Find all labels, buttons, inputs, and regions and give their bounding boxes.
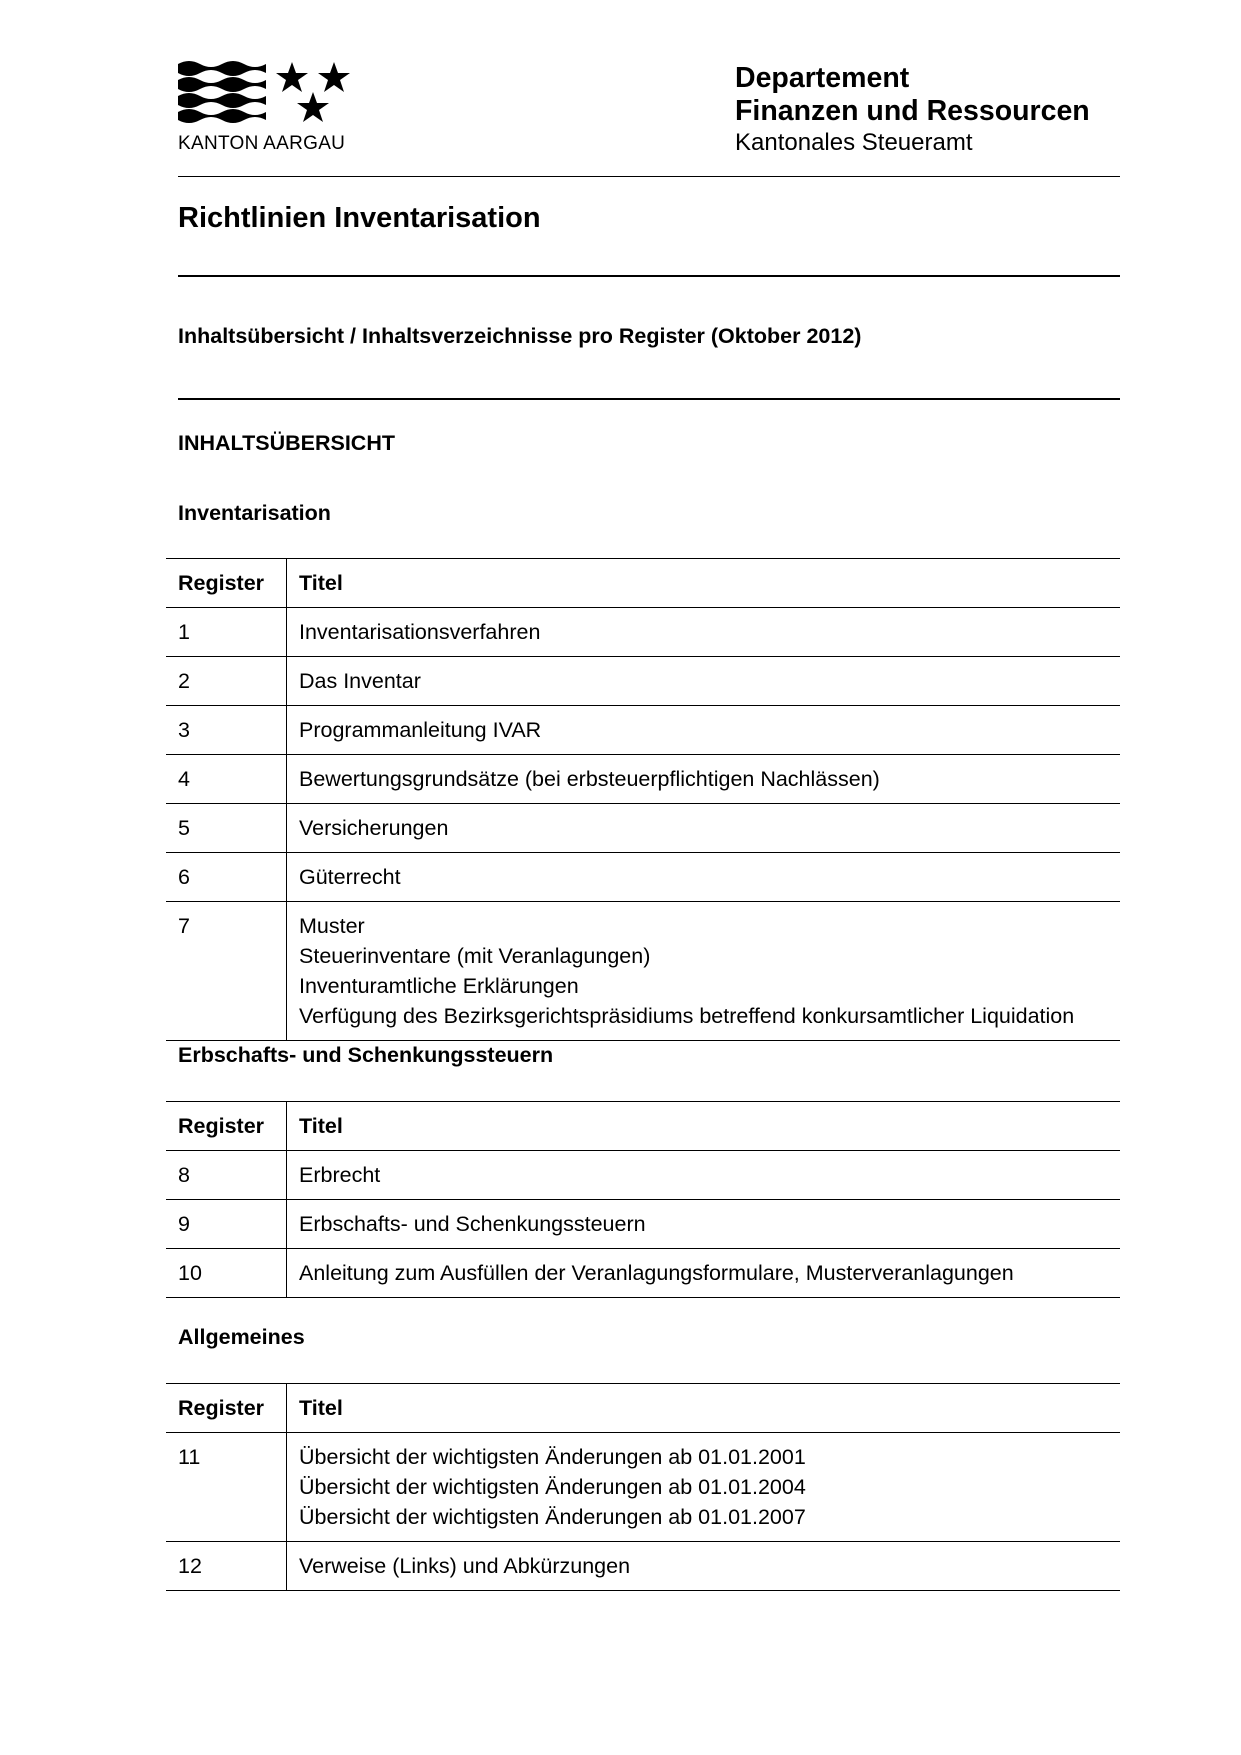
table-row bbox=[166, 706, 1120, 755]
register-number: 6 bbox=[166, 853, 287, 902]
table-row bbox=[166, 755, 1120, 804]
department-header bbox=[735, 62, 1090, 158]
register-title bbox=[287, 755, 1121, 804]
department-line1: Departement bbox=[735, 62, 910, 94]
register-table bbox=[166, 1383, 1120, 1591]
register-title bbox=[287, 1151, 1121, 1200]
table-header-row bbox=[166, 559, 1120, 608]
register-title bbox=[287, 853, 1121, 902]
register-number: 10 bbox=[166, 1249, 287, 1298]
title-line: Übersicht der wichtigsten Änderungen ab 01.01.2001 bbox=[299, 1445, 806, 1469]
register-title bbox=[287, 1542, 1121, 1591]
title-line: Inventuramtliche Erklärungen bbox=[299, 974, 579, 998]
register-number: 4 bbox=[166, 755, 287, 804]
title-line: Anleitung zum Ausfüllen der Veranlagungsformulare, Musterveranlagungen bbox=[299, 1261, 1014, 1285]
canton-logo bbox=[178, 60, 378, 160]
register-table bbox=[166, 558, 1120, 1041]
table-row bbox=[166, 1542, 1120, 1591]
title-line: Bewertungsgrundsätze (bei erbsteuerpflichtigen Nachlässen) bbox=[299, 767, 880, 791]
register-title bbox=[287, 1433, 1121, 1542]
office-name: Kantonales Steueramt bbox=[735, 129, 973, 156]
section-heading: Inventarisation bbox=[178, 501, 331, 525]
overview-heading: INHALTSÜBERSICHT bbox=[178, 431, 395, 455]
table-row bbox=[166, 1433, 1120, 1542]
table-row bbox=[166, 1249, 1120, 1298]
header-divider bbox=[178, 176, 1120, 177]
register-table bbox=[166, 1101, 1120, 1298]
table-row bbox=[166, 804, 1120, 853]
register-number: 5 bbox=[166, 804, 287, 853]
section-heading: Allgemeines bbox=[178, 1325, 305, 1349]
table-row bbox=[166, 608, 1120, 657]
title-line: Erbschafts- und Schenkungssteuern bbox=[299, 1212, 646, 1236]
register-number: 1 bbox=[166, 608, 287, 657]
register-title bbox=[287, 706, 1121, 755]
title-line: Übersicht der wichtigsten Änderungen ab 01.01.2004 bbox=[299, 1475, 806, 1499]
aargau-coat-of-arms-icon bbox=[178, 60, 358, 132]
table-row bbox=[166, 1151, 1120, 1200]
register-number: 3 bbox=[166, 706, 287, 755]
logo-text: KANTON AARGAU bbox=[178, 133, 346, 154]
register-title bbox=[287, 1249, 1121, 1298]
table-header-row bbox=[166, 1384, 1120, 1433]
register-number: 12 bbox=[166, 1542, 287, 1591]
table-row bbox=[166, 853, 1120, 902]
column-header-title: Titel bbox=[287, 1102, 1121, 1151]
title-line: Steuerinventare (mit Veranlagungen) bbox=[299, 944, 651, 968]
title-divider bbox=[178, 275, 1120, 277]
register-title bbox=[287, 608, 1121, 657]
register-number: 11 bbox=[166, 1433, 287, 1542]
register-title bbox=[287, 657, 1121, 706]
table-row bbox=[166, 902, 1120, 1041]
section-heading: Erbschafts- und Schenkungssteuern bbox=[178, 1043, 554, 1067]
title-line: Übersicht der wichtigsten Änderungen ab 01.01.2007 bbox=[299, 1505, 806, 1529]
title-line: Inventarisationsverfahren bbox=[299, 620, 541, 644]
register-number: 9 bbox=[166, 1200, 287, 1249]
register-title bbox=[287, 902, 1121, 1041]
register-title bbox=[287, 1200, 1121, 1249]
title-line: Versicherungen bbox=[299, 816, 449, 840]
column-header-title: Titel bbox=[287, 1384, 1121, 1433]
register-number: 8 bbox=[166, 1151, 287, 1200]
document-title: Richtlinien Inventarisation bbox=[178, 202, 541, 234]
register-number: 2 bbox=[166, 657, 287, 706]
table-row bbox=[166, 1200, 1120, 1249]
title-line: Erbrecht bbox=[299, 1163, 381, 1187]
column-header-register: Register bbox=[166, 1384, 287, 1433]
department-line2: Finanzen und Ressourcen bbox=[735, 95, 1090, 127]
title-line: Verweise (Links) und Abkürzungen bbox=[299, 1554, 631, 1578]
title-line: Muster bbox=[299, 914, 365, 938]
column-header-register: Register bbox=[166, 1102, 287, 1151]
register-number: 7 bbox=[166, 902, 287, 1041]
register-title bbox=[287, 804, 1121, 853]
title-line: Das Inventar bbox=[299, 669, 421, 693]
table-header-row bbox=[166, 1102, 1120, 1151]
column-header-register: Register bbox=[166, 559, 287, 608]
title-line: Güterrecht bbox=[299, 865, 401, 889]
subtitle-divider bbox=[178, 398, 1120, 400]
title-line: Verfügung des Bezirksgerichtspräsidiums betreffend konkursamtlicher Liquidation bbox=[299, 1004, 1075, 1028]
column-header-title: Titel bbox=[287, 559, 1121, 608]
table-row bbox=[166, 657, 1120, 706]
title-line: Programmanleitung IVAR bbox=[299, 718, 542, 742]
document-subtitle: Inhaltsübersicht / Inhaltsverzeichnisse pro Register (Oktober 2012) bbox=[178, 324, 862, 348]
